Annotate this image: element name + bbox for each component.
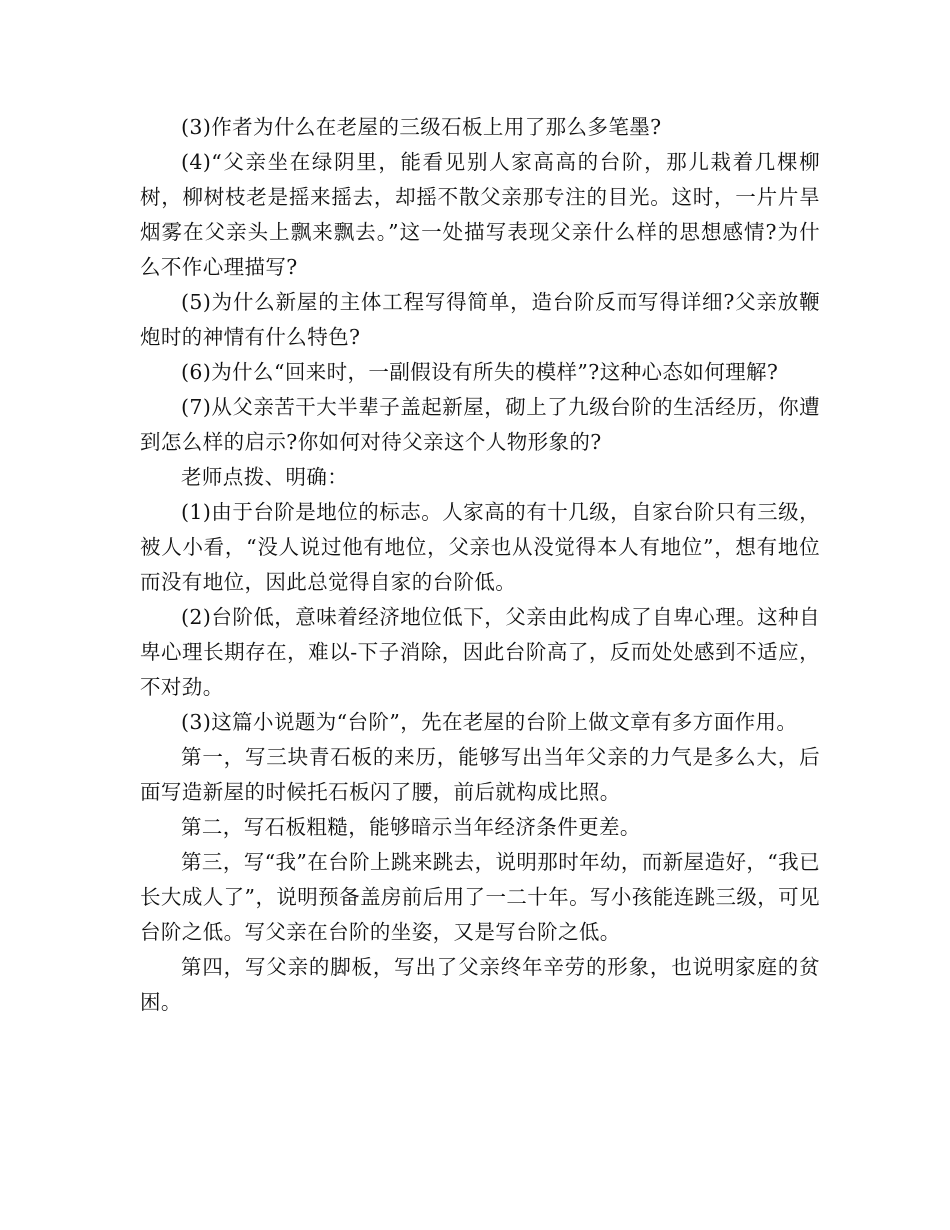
- teacher-guidance-heading: 老师点拨、明确：: [181, 465, 349, 489]
- question-7: (7)从父亲苦干大半辈子盖起新屋，砌上了九级台阶的生活经历，你遭到怎么样的启示?你如何对待父亲这个人物形象的?: [140, 395, 820, 454]
- answer-3: (3)这篇小说题为“台阶”，先在老屋的台阶上做文章有多方面作用。: [181, 710, 798, 734]
- answer-3-point-1: 第一，写三块青石板的来历，能够写出当年父亲的力气是多么大，后面写造新屋的时候托石板闪了腰，前后就构成比照。: [140, 745, 820, 804]
- document-body: [140, 110, 820, 1020]
- answer-1: (1)由于台阶是地位的标志。人家高的有十几级，自家台阶只有三级，被人小看，“没人说过他有地位，父亲也从没觉得本人有地位”，想有地位而没有地位，因此总觉得自家的台阶低。: [140, 500, 820, 594]
- answer-2: (2)台阶低，意味着经济地位低下，父亲由此构成了自卑心理。这种自卑心理长期存在，难以-下子消除，因此台阶高了，反而处处感到不适应，不对劲。: [140, 605, 820, 699]
- answer-3-point-2: 第二，写石板粗糙，能够暗示当年经济条件更差。: [181, 815, 641, 839]
- question-4: (4)“父亲坐在绿阴里，能看见别人家高高的台阶，那儿栽着几棵柳树，柳树枝老是摇来摇去，却摇不散父亲那专注的目光。这时，一片片旱烟雾在父亲头上飘来飘去。”这一处描写表现父亲什么样的思想感情?为什么不作心理描写?: [140, 150, 820, 279]
- question-3: (3)作者为什么在老屋的三级石板上用了那么多笔墨?: [181, 115, 662, 139]
- question-6: (6)为什么“回来时，一副假设有所失的模样”?这种心态如何理解?: [181, 360, 779, 384]
- question-5: (5)为什么新屋的主体工程写得简单，造台阶反而写得详细?父亲放鞭炮时的神情有什么特色?: [140, 290, 820, 349]
- answer-3-point-3: 第三，写“我”在台阶上跳来跳去，说明那时年幼，而新屋造好，“我已长大成人了”，说明预备盖房前后用了一二十年。写小孩能连跳三级，可见台阶之低。写父亲在台阶的坐姿，又是写台阶之低。: [140, 850, 820, 944]
- answer-3-point-4: 第四，写父亲的脚板，写出了父亲终年辛劳的形象，也说明家庭的贫困。: [140, 955, 820, 1014]
